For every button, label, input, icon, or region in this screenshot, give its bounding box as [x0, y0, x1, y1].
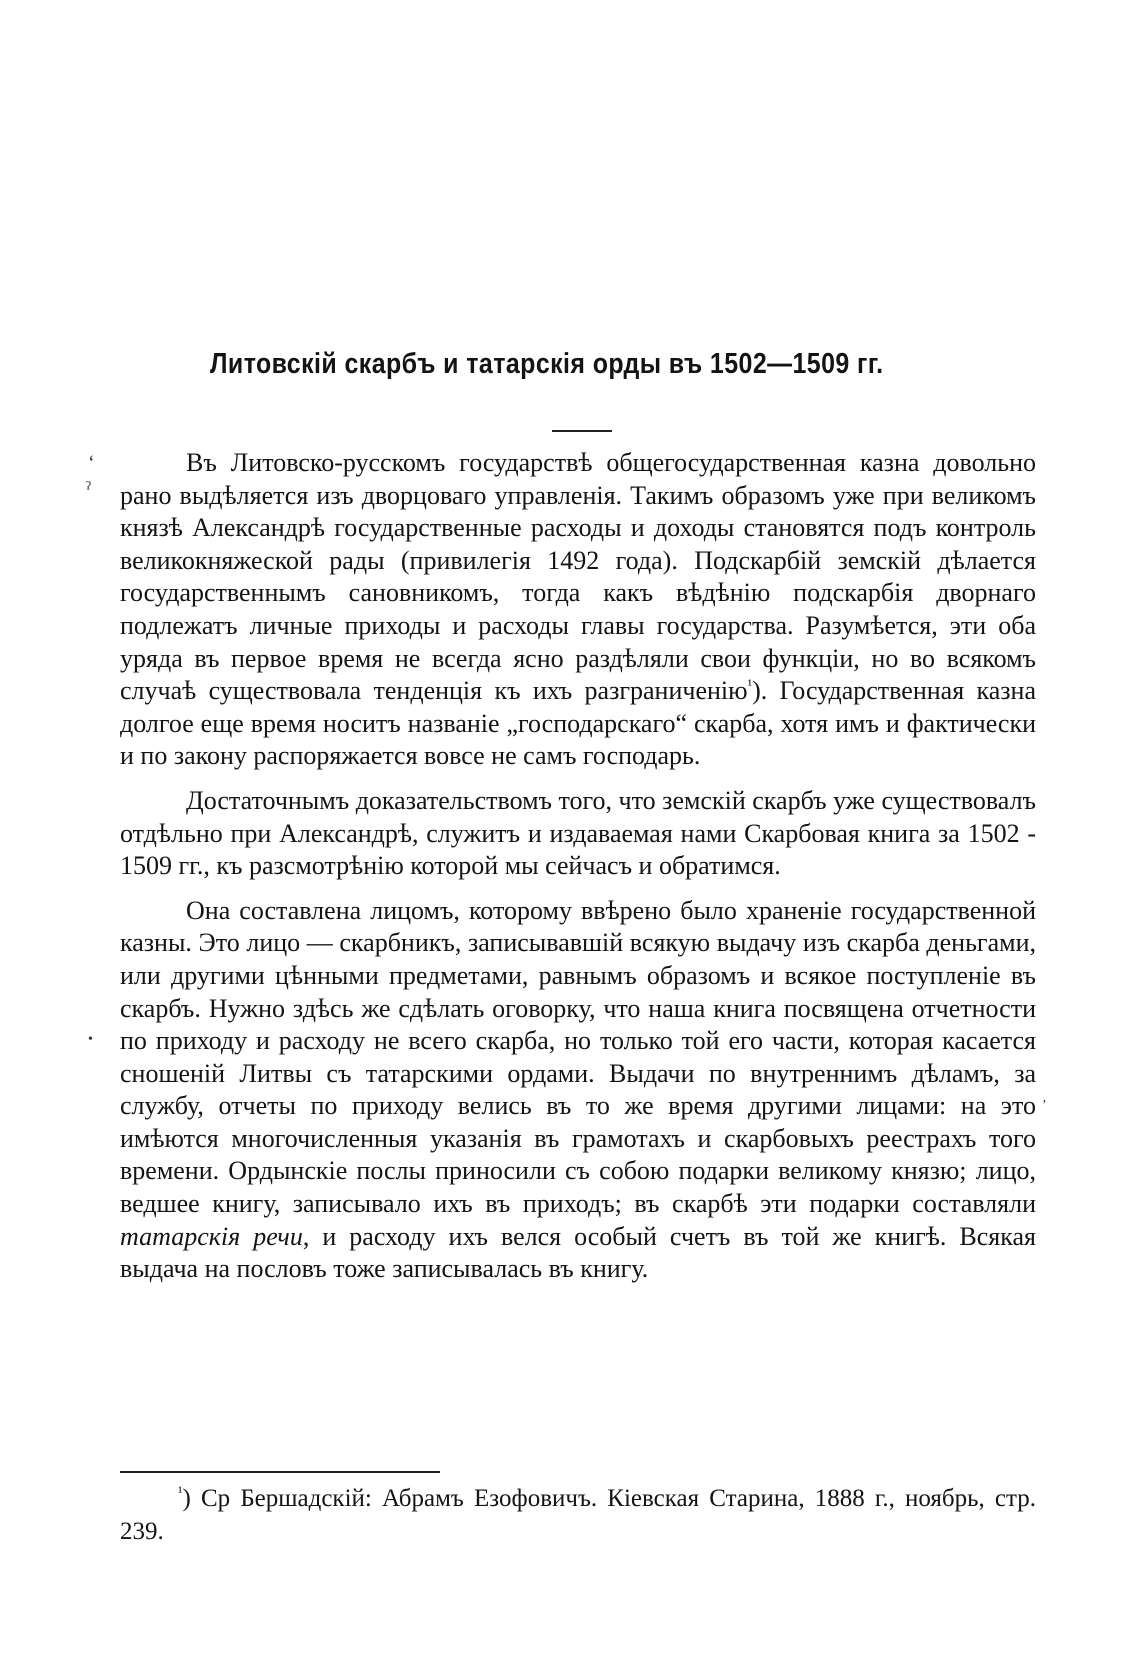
paragraph-2: [120, 785, 1036, 883]
footnote-mark: ¹: [178, 1484, 183, 1501]
paragraph-3: [120, 895, 1036, 1286]
footnote-reference: ¹: [747, 677, 753, 694]
margin-dot-icon: •: [88, 1032, 93, 1047]
paragraph-2-text: Достаточнымъ доказательствомъ того, что земскій скарбъ уже существовалъ отдѣльно при Александрѣ, служитъ и издаваемая нами Скарбовая книга за 1502 - 1509 гг., къ разсмотрѣнію которой мы сейчасъ и обратимся.: [120, 785, 1036, 881]
footnote: [120, 1482, 1036, 1548]
margin-mark-icon: ʻ: [88, 452, 95, 474]
paragraph-1: [120, 447, 1036, 773]
margin-mark-icon: ʼ: [1042, 1098, 1047, 1113]
paragraph-3-text-cont: , и расходу ихъ велся особый счетъ въ той же книгѣ. Всякая выдача на пословъ тоже записывалась въ книгу.: [120, 1221, 1036, 1284]
footnote-divider: [120, 1471, 440, 1473]
page-title: Литовскій скарбъ и татарскія орды въ 1502—1509 гг.: [210, 348, 884, 380]
title-divider: [552, 430, 612, 432]
main-text: [120, 447, 1036, 1298]
paragraph-1-text-cont: ). Государственная казна долгое еще время носитъ названіе „господарскаго“ скарба, хотя имъ и фактически и по закону распоряжается вовсе не самъ господарь.: [120, 676, 1036, 771]
margin-mark-icon: ˀ: [86, 478, 91, 500]
paragraph-1-text: Въ Литовско-русскомъ государствѣ общегосударственная казна довольно рано выдѣляется изъ дворцоваго управленія. Такимъ образомъ уже при великомъ князѣ Александрѣ государственные расходы и доходы становятся подъ контроль великокняжеской рады (привилегія 1492 года). Подскарбій земскій дѣлается государственнымъ сановникомъ, тогда какъ вѣдѣнію подскарбія дворнаго подлежатъ личные приходы и расходы главы государства. Разумѣется, эти оба уряда въ первое время не всегда ясно раздѣляли свои функціи, но во всякомъ случаѣ существовала тенденція къ ихъ разграниченію: [120, 448, 1036, 706]
paragraph-3-text: Она составлена лицомъ, которому ввѣрено было храненіе государственной казны. Это лицо — скарбникъ, записывавшій всякую выдачу изъ скарба деньгами, или другими цѣнными предметами, равнымъ образомъ и всякое поступленіе въ скарбъ. Нужно здѣсь же сдѣлать оговорку, что наша книга посвящена отчетности по приходу и расходу не всего скарба, но только той его части, которая касается сношеній Литвы съ татарскими ордами. Выдачи по внутреннимъ дѣламъ, за службу, отчеты по приходу велись въ то же время другими лицами: на это имѣются многочисленныя указанія въ грамотахъ и скарбовыхъ реестрахъ того времени. Ордынскіе послы приносили съ собою подарки великому князю; лицо, ведшее книгу, записывало ихъ въ приходъ; въ скарбѣ эти подарки составляли: [120, 895, 1036, 1219]
footnote-text: ) Ср Бершадскій: Абрамъ Езофовичъ. Кіевская Старина, 1888 г., ноябрь, стр. 239.: [120, 1485, 1036, 1545]
paragraph-3-italic: татарскія речи: [120, 1221, 303, 1251]
